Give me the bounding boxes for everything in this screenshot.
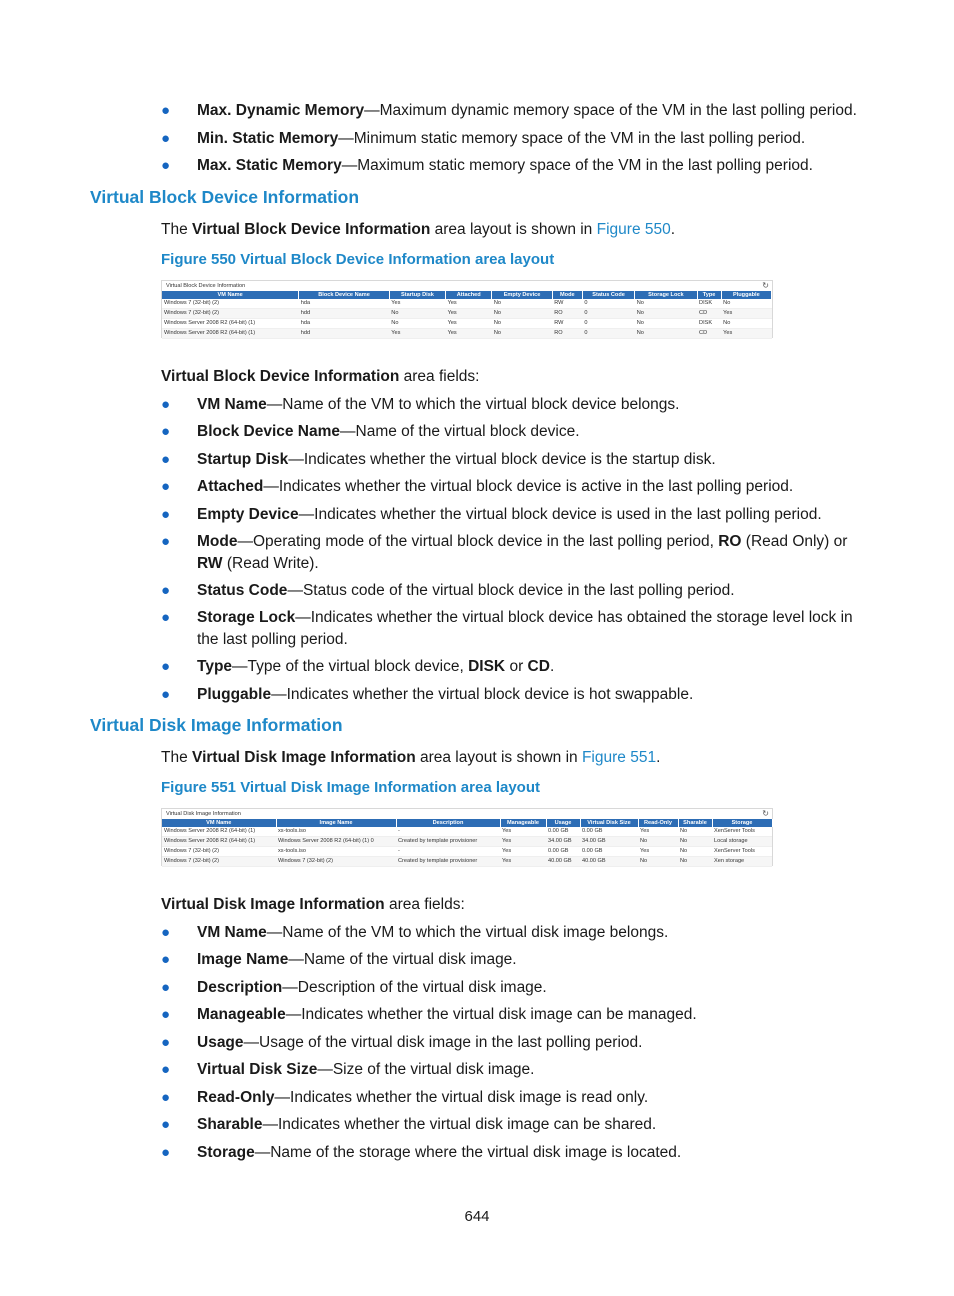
bullet-icon: ● — [161, 130, 171, 147]
table-cell: Yes — [389, 299, 445, 309]
field-term: DISK — [468, 658, 506, 675]
table-cell: - — [396, 847, 500, 857]
list-item — [161, 1032, 871, 1054]
table-cell: No — [492, 299, 552, 309]
field-term: Mode — [197, 533, 238, 550]
field-desc: —Name of the VM to which the virtual block device belongs. — [266, 396, 680, 413]
table-cell: Windows Server 2008 R2 (64-bit) (1) — [162, 837, 276, 847]
list-item — [161, 476, 871, 498]
table-cell: Local storage — [712, 837, 772, 847]
list-item — [161, 449, 871, 471]
intro-paragraph — [161, 747, 660, 768]
field-desc: (Read Only) or — [741, 533, 848, 550]
table-cell: hdd — [299, 309, 390, 319]
intro-text: . — [670, 221, 676, 238]
bullet-icon: ● — [161, 1034, 171, 1051]
field-desc: —Name of the storage where the virtual disk image is located. — [254, 1144, 682, 1161]
field-term: Description — [197, 979, 283, 996]
field-desc: . — [549, 658, 555, 675]
field-desc: —Indicates whether the virtual disk image is read only. — [274, 1089, 649, 1106]
disk-image-table-screenshot — [161, 808, 773, 866]
field-term: Max. Dynamic Memory — [197, 102, 365, 119]
table-cell: XenServer Tools — [712, 827, 772, 837]
table-row[interactable] — [162, 309, 772, 319]
bullet-icon: ● — [161, 533, 171, 550]
list-item — [161, 394, 871, 416]
table-cell: Yes — [500, 847, 546, 857]
column-header[interactable]: Description — [396, 819, 500, 827]
table-cell: CD — [697, 309, 721, 319]
table-cell: No — [721, 319, 771, 329]
table-row[interactable] — [162, 857, 772, 867]
list-item — [161, 977, 871, 999]
column-header[interactable]: Virtual Disk Size — [580, 819, 638, 827]
table-cell: Yes — [721, 309, 771, 319]
table-cell: xs-tools.iso — [276, 827, 396, 837]
table-cell: 0.00 GB — [546, 827, 580, 837]
table-cell: DISK — [697, 319, 721, 329]
table-cell: No — [492, 329, 552, 339]
field-term: Attached — [197, 478, 264, 495]
bullet-icon: ● — [161, 609, 171, 626]
disk-image-table — [162, 819, 773, 867]
table-cell: Windows Server 2008 R2 (64-bit) (1) — [162, 827, 276, 837]
table-cell: xs-tools.iso — [276, 847, 396, 857]
table-cell: Yes — [500, 857, 546, 867]
intro-text: The — [161, 749, 193, 766]
field-desc: —Name of the VM to which the virtual disk image belongs. — [266, 924, 669, 941]
list-item — [161, 684, 871, 706]
field-desc: —Status code of the virtual block device in the last polling period. — [287, 582, 735, 599]
figure-caption: Figure 551 Virtual Disk Image Information area layout — [161, 779, 541, 796]
table-cell: No — [721, 299, 771, 309]
table-cell: No — [635, 329, 697, 339]
intro-paragraph — [161, 219, 675, 240]
section-heading-block-device: Virtual Block Device Information — [90, 187, 360, 207]
table-cell: hda — [299, 299, 390, 309]
table-cell: 0 — [582, 299, 634, 309]
panel-title-text: Virtual Disk Image Information — [166, 811, 241, 817]
field-term: Startup Disk — [197, 451, 289, 468]
figure-551-link[interactable]: Figure 551 — [581, 749, 657, 766]
page-number: 644 — [464, 1208, 490, 1225]
table-cell: 0 — [582, 329, 634, 339]
intro-bold: Virtual Block Device Information — [192, 221, 431, 238]
bullet-icon: ● — [161, 1089, 171, 1106]
table-cell: RO — [552, 329, 582, 339]
column-header[interactable]: Read-Only — [638, 819, 678, 827]
table-cell: Yes — [500, 837, 546, 847]
bullet-icon: ● — [161, 658, 171, 675]
list-item — [161, 1059, 871, 1081]
field-desc: —Indicates whether the virtual disk image can be shared. — [262, 1116, 657, 1133]
list-item — [161, 656, 871, 678]
field-desc: —Indicates whether the virtual disk image can be managed. — [285, 1006, 697, 1023]
table-cell: Windows Server 2008 R2 (64-bit) (1) — [162, 329, 299, 339]
field-term: Read-Only — [197, 1089, 275, 1106]
table-cell: 0.00 GB — [580, 827, 638, 837]
field-term: Status Code — [197, 582, 288, 599]
table-cell: Yes — [721, 329, 771, 339]
intro-text: area layout is shown in — [430, 221, 597, 238]
table-cell: hda — [299, 319, 390, 329]
bullet-icon: ● — [161, 423, 171, 440]
field-desc: or — [505, 658, 528, 675]
fields-intro-text: area fields: — [399, 368, 480, 385]
fields-intro-bold: Virtual Block Device Information — [161, 368, 400, 385]
panel-title — [162, 281, 772, 291]
column-header[interactable]: Usage — [546, 819, 580, 827]
table-cell: Yes — [389, 329, 445, 339]
column-header[interactable]: Pluggable — [721, 291, 771, 299]
bullet-icon: ● — [161, 506, 171, 523]
field-desc: —Indicates whether the virtual block device is hot swappable. — [271, 686, 694, 703]
column-header[interactable]: Type — [697, 291, 721, 299]
list-item — [161, 607, 871, 650]
list-item — [161, 1114, 871, 1136]
field-term: Storage — [197, 1144, 255, 1161]
intro-text: The — [161, 221, 193, 238]
table-cell: XenServer Tools — [712, 847, 772, 857]
table-cell: No — [635, 309, 697, 319]
field-term: Image Name — [197, 951, 289, 968]
table-cell: 0 — [582, 319, 634, 329]
table-header-row — [162, 819, 772, 827]
column-header[interactable]: Attached — [446, 291, 492, 299]
field-term: Manageable — [197, 1006, 286, 1023]
table-cell: Windows 7 (32-bit) (2) — [162, 309, 299, 319]
field-term: CD — [527, 658, 550, 675]
table-cell: No — [678, 857, 712, 867]
table-cell: Windows 7 (32-bit) (2) — [276, 857, 396, 867]
table-cell: Yes — [446, 299, 492, 309]
column-header[interactable]: Empty Device — [492, 291, 552, 299]
list-item — [161, 1087, 871, 1109]
table-cell: No — [638, 837, 678, 847]
section-heading-disk-image: Virtual Disk Image Information — [90, 715, 343, 735]
list-item — [161, 421, 871, 443]
table-cell: Yes — [500, 827, 546, 837]
bullet-icon: ● — [161, 1061, 171, 1078]
column-header[interactable]: Image Name — [276, 819, 396, 827]
table-cell: No — [389, 319, 445, 329]
field-desc: —Indicates whether the virtual block device is active in the last polling period. — [263, 478, 794, 495]
list-item — [161, 580, 871, 602]
field-desc: —Name of the virtual block device. — [340, 423, 580, 440]
column-header[interactable]: Startup Disk — [389, 291, 445, 299]
table-cell: No — [635, 319, 697, 329]
list-item — [161, 949, 871, 971]
table-cell: No — [678, 847, 712, 857]
bullet-icon: ● — [161, 686, 171, 703]
bullet-icon: ● — [161, 1116, 171, 1133]
table-cell: 0.00 GB — [546, 847, 580, 857]
bullet-icon: ● — [161, 582, 171, 599]
table-cell: 40.00 GB — [546, 857, 580, 867]
field-term: Min. Static Memory — [197, 130, 339, 147]
field-desc: —Maximum static memory space of the VM in the last polling period. — [341, 157, 813, 174]
bullet-icon: ● — [161, 451, 171, 468]
table-cell: Yes — [638, 847, 678, 857]
field-term: Virtual Disk Size — [197, 1061, 318, 1078]
field-desc: —Description of the virtual disk image. — [282, 979, 547, 996]
table-cell: RO — [552, 309, 582, 319]
figure-550-link[interactable]: Figure 550 — [596, 221, 671, 238]
table-row[interactable] — [162, 827, 772, 837]
field-desc: (Read Write). — [222, 554, 319, 572]
table-cell: Windows 7 (32-bit) (2) — [162, 857, 276, 867]
table-cell: 34.00 GB — [580, 837, 638, 847]
field-term: RO — [718, 533, 742, 550]
table-cell: Yes — [446, 319, 492, 329]
bullet-icon: ● — [161, 924, 171, 941]
table-cell: hdd — [299, 329, 390, 339]
bullet-icon: ● — [161, 951, 171, 968]
list-item — [161, 128, 871, 150]
column-header[interactable]: Sharable — [678, 819, 712, 827]
table-row[interactable] — [162, 299, 772, 309]
block-device-table — [162, 291, 772, 339]
list-item — [161, 1142, 871, 1164]
field-desc: —Usage of the virtual disk image in the last polling period. — [243, 1034, 643, 1051]
field-term: Block Device Name — [197, 423, 341, 440]
bullet-icon: ● — [161, 1144, 171, 1161]
field-desc: —Maximum dynamic memory space of the VM in the last polling period. — [364, 102, 857, 119]
column-header[interactable]: Storage Lock — [635, 291, 697, 299]
list-item — [161, 922, 871, 944]
table-cell: No — [678, 837, 712, 847]
panel-title — [162, 809, 772, 819]
bullet-icon: ● — [161, 1006, 171, 1023]
field-term: Empty Device — [197, 506, 299, 523]
bullet-icon: ● — [161, 396, 171, 413]
table-cell: Created by template provisioner — [396, 857, 500, 867]
field-desc: —Indicates whether the virtual block device is used in the last polling period. — [298, 506, 822, 523]
field-desc: —Name of the virtual disk image. — [288, 951, 517, 968]
field-term: VM Name — [197, 924, 267, 941]
column-header[interactable]: VM Name — [162, 819, 276, 827]
fields-intro-text: area fields: — [384, 896, 465, 913]
table-cell: 34.00 GB — [546, 837, 580, 847]
column-header[interactable]: Mode — [552, 291, 582, 299]
table-cell: Yes — [638, 827, 678, 837]
table-cell: No — [389, 309, 445, 319]
intro-text: . — [656, 749, 661, 766]
fields-intro — [161, 894, 465, 915]
table-row[interactable] — [162, 329, 772, 339]
column-header[interactable]: VM Name — [162, 291, 299, 299]
figure-caption: Figure 550 Virtual Block Device Information area layout — [161, 251, 555, 268]
field-term: Pluggable — [197, 686, 272, 703]
field-term: Sharable — [197, 1116, 263, 1133]
field-term: Type — [197, 658, 233, 675]
table-cell: 0.00 GB — [580, 847, 638, 857]
fields-intro — [161, 366, 479, 387]
bullet-icon: ● — [161, 102, 171, 119]
intro-text: area layout is shown in — [415, 749, 582, 766]
table-cell: - — [396, 827, 500, 837]
column-header[interactable]: Storage — [712, 819, 772, 827]
column-header[interactable]: Status Code — [582, 291, 634, 299]
column-header[interactable]: Manageable — [500, 819, 546, 827]
table-cell: CD — [697, 329, 721, 339]
table-cell: 0 — [582, 309, 634, 319]
field-term: RW — [197, 554, 223, 572]
table-header-row — [162, 291, 772, 299]
table-row[interactable] — [162, 847, 772, 857]
table-cell: Windows Server 2008 R2 (64-bit) (1) 0 — [276, 837, 396, 847]
table-cell: DISK — [697, 299, 721, 309]
refresh-icon[interactable]: ↻ — [762, 809, 769, 818]
table-cell: No — [635, 299, 697, 309]
refresh-icon[interactable]: ↻ — [762, 281, 769, 290]
table-cell: Created by template provisioner — [396, 837, 500, 847]
field-desc: —Minimum static memory space of the VM in the last polling period. — [338, 130, 806, 147]
column-header[interactable]: Block Device Name — [299, 291, 390, 299]
panel-title-text: Virtual Block Device Information — [166, 283, 246, 289]
field-desc: —Size of the virtual disk image. — [317, 1061, 535, 1078]
field-term: Max. Static Memory — [197, 157, 342, 174]
table-cell: No — [638, 857, 678, 867]
table-cell: Yes — [446, 309, 492, 319]
table-cell: 40.00 GB — [580, 857, 638, 867]
block-device-table-screenshot — [161, 280, 773, 338]
table-cell: RW — [552, 319, 582, 329]
bullet-icon: ● — [161, 157, 171, 174]
table-cell: Xen storage — [712, 857, 772, 867]
table-cell: Windows 7 (32-bit) (2) — [162, 847, 276, 857]
field-term: VM Name — [197, 396, 267, 413]
table-row[interactable] — [162, 319, 772, 329]
table-cell: Windows Server 2008 R2 (64-bit) (1) — [162, 319, 299, 329]
list-item — [161, 504, 871, 526]
table-row[interactable] — [162, 837, 772, 847]
list-item — [161, 531, 871, 574]
fields-intro-bold: Virtual Disk Image Information — [161, 896, 385, 913]
list-item — [161, 155, 871, 177]
field-desc: —Operating mode of the virtual block device in the last polling period, — [237, 533, 719, 550]
bullet-icon: ● — [161, 979, 171, 996]
field-desc: —Type of the virtual block device, — [232, 658, 469, 675]
field-desc: —Indicates whether the virtual block device has obtained the storage level lock in the last polling period. — [197, 609, 853, 648]
list-item — [161, 100, 871, 122]
field-term: Usage — [197, 1034, 244, 1051]
bullet-icon: ● — [161, 478, 171, 495]
table-cell: Yes — [446, 329, 492, 339]
field-desc: —Indicates whether the virtual block device is the startup disk. — [288, 451, 716, 468]
table-cell: No — [678, 827, 712, 837]
intro-bold: Virtual Disk Image Information — [192, 749, 416, 766]
list-item — [161, 1004, 871, 1026]
table-cell: No — [492, 309, 552, 319]
table-cell: No — [492, 319, 552, 329]
table-cell: RW — [552, 299, 582, 309]
field-term: Storage Lock — [197, 609, 296, 626]
table-cell: Windows 7 (32-bit) (2) — [162, 299, 299, 309]
